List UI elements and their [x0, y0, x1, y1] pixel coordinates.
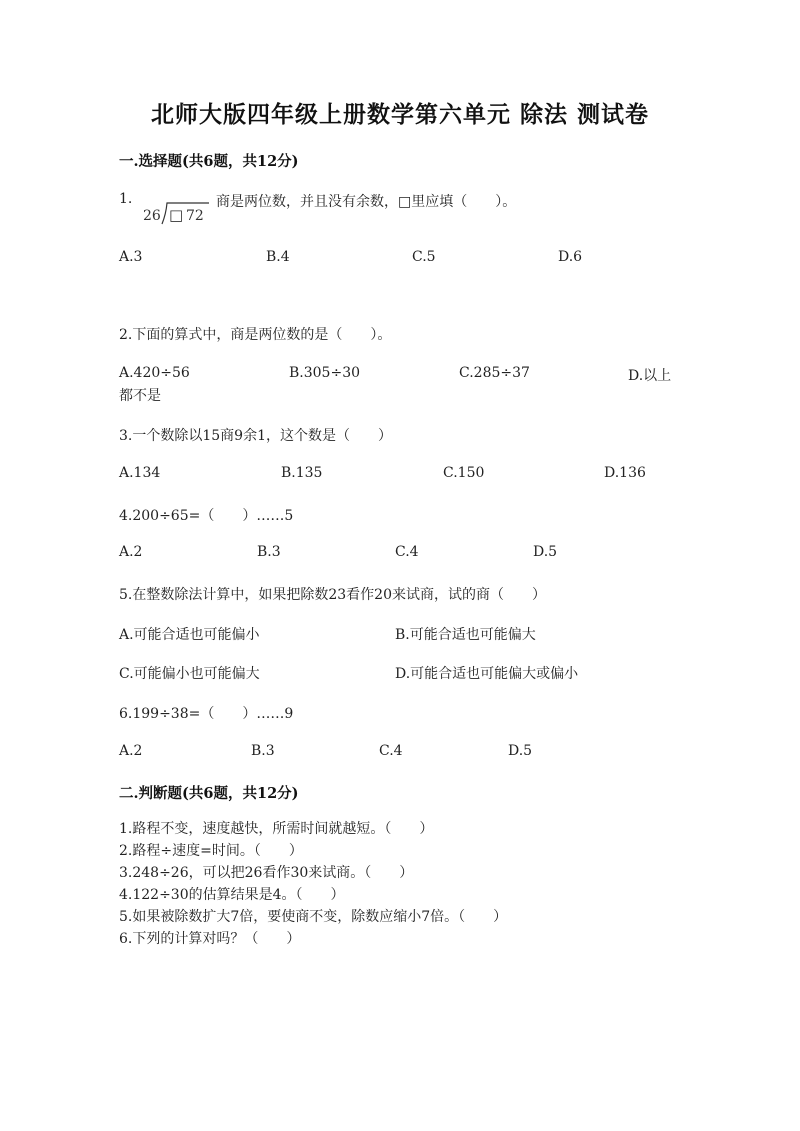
long-division-figure — [143, 200, 209, 226]
q6-option-b[interactable]: B.3 — [251, 743, 275, 759]
q2-option-b[interactable]: B.305÷30 — [289, 365, 361, 381]
question-3-text: 3.一个数除以15商9余1，这个数是（ ） — [119, 428, 392, 444]
q1-option-b[interactable]: B.4 — [266, 249, 290, 265]
section-heading-choice: 一.选择题(共6题，共12分) — [119, 153, 299, 170]
division-divisor: 26 — [143, 208, 161, 224]
question-4-text: 4.200÷65=（ ）……5 — [119, 508, 294, 524]
q5-option-a[interactable]: A.可能合适也可能偏小 — [119, 627, 260, 643]
q1-option-c[interactable]: C.5 — [412, 249, 436, 265]
question-6-text: 6.199÷38=（ ）……9 — [119, 706, 294, 722]
section-heading-true-false: 二.判断题(共6题，共12分) — [119, 785, 299, 802]
q3-option-a[interactable]: A.134 — [119, 465, 161, 481]
q1-option-a[interactable]: A.3 — [119, 249, 143, 265]
dividend-blank-box: □ — [169, 206, 184, 224]
q5-option-c[interactable]: C.可能偏小也可能偏大 — [119, 666, 260, 682]
q4-option-a[interactable]: A.2 — [119, 544, 143, 560]
q6-option-d[interactable]: D.5 — [508, 743, 533, 759]
q2-option-d-wrap: 都不是 — [119, 388, 161, 404]
q4-option-c[interactable]: C.4 — [395, 544, 419, 560]
q4-option-d[interactable]: D.5 — [533, 544, 558, 560]
true-false-item-3: 3.248÷26，可以把26看作30来试商。（ ） — [119, 865, 414, 881]
dividend-digits: 72 — [186, 208, 204, 224]
true-false-item-4: 4.122÷30的估算结果是4。（ ） — [119, 887, 345, 903]
question-number: 1. — [119, 191, 133, 207]
q3-option-d[interactable]: D.136 — [604, 465, 646, 481]
question-1-text: 商是两位数，并且没有余数，□里应填（ ）。 — [216, 194, 517, 210]
q2-option-c[interactable]: C.285÷37 — [459, 365, 530, 381]
q6-option-a[interactable]: A.2 — [119, 743, 143, 759]
q4-option-b[interactable]: B.3 — [257, 544, 281, 560]
true-false-item-6: 6.下列的计算对吗？（ ） — [119, 931, 301, 947]
page-title: 北师大版四年级上册数学第六单元 除法 测试卷 — [150, 101, 649, 128]
question-2-text: 2.下面的算式中，商是两位数的是（ ）。 — [119, 327, 392, 343]
true-false-item-5: 5.如果被除数扩大7倍，要使商不变，除数应缩小7倍。（ ） — [119, 909, 508, 925]
long-division-symbol — [143, 200, 209, 226]
true-false-item-2: 2.路程÷速度=时间。（ ） — [119, 843, 303, 859]
q2-option-a[interactable]: A.420÷56 — [119, 365, 190, 381]
question-5-text: 5.在整数除法计算中，如果把除数23看作20来试商，试的商（ ） — [119, 587, 546, 603]
q6-option-c[interactable]: C.4 — [379, 743, 403, 759]
q3-option-b[interactable]: B.135 — [281, 465, 323, 481]
q3-option-c[interactable]: C.150 — [443, 465, 485, 481]
q5-option-b[interactable]: B.可能合适也可能偏大 — [395, 627, 536, 643]
q1-option-d[interactable]: D.6 — [558, 249, 583, 265]
q2-option-d[interactable]: D.以上 — [628, 368, 672, 384]
q5-option-d[interactable]: D.可能合适也可能偏大或偏小 — [395, 666, 579, 682]
true-false-item-1: 1.路程不变，速度越快，所需时间就越短。（ ） — [119, 821, 434, 837]
